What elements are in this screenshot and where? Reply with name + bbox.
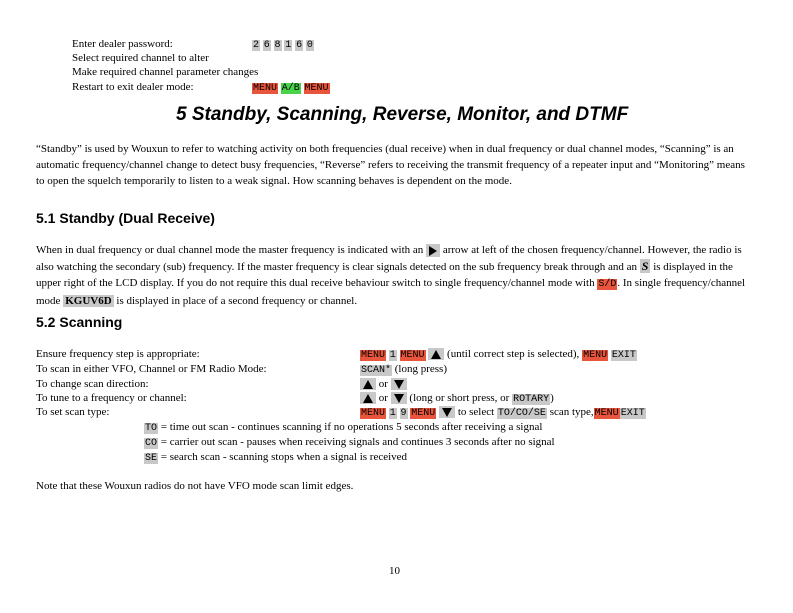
or-text: or xyxy=(378,378,388,390)
key-menu: MENU xyxy=(304,83,329,94)
dealer-label-select: Select required channel to alter xyxy=(72,52,209,64)
scan-row-label: To set scan type: xyxy=(36,406,110,418)
scan-row-label: Ensure frequency step is appropriate: xyxy=(36,348,200,360)
standby-text-1: When in dual frequency or dual channel mode the master frequency is indicated with an xyxy=(36,244,424,256)
sub-signal-s-icon: S xyxy=(641,259,649,273)
scan-type-co xyxy=(144,435,555,451)
key-1: 1 xyxy=(389,408,396,419)
scan-row-label: To scan in either VFO, Channel or FM Radio Mode: xyxy=(36,363,267,375)
scan-row-steps xyxy=(360,347,637,363)
section-5-1-body xyxy=(36,242,754,309)
or-text: or xyxy=(378,392,388,404)
scan-type-to xyxy=(144,420,542,436)
key-to-co-se: TO/CO/SE xyxy=(497,408,546,419)
scan-row-label: To tune to a frequency or channel: xyxy=(36,392,187,404)
key-co: CO xyxy=(145,438,158,449)
section-5-title: 5 Standby, Scanning, Reverse, Monitor, and DTMF xyxy=(176,104,629,125)
scan-row-text: (long press) xyxy=(394,363,448,375)
dealer-restart-keys xyxy=(252,80,330,96)
kguv6d-display: KGUV6D xyxy=(65,295,112,307)
up-arrow-icon xyxy=(428,348,444,360)
up-arrow-icon xyxy=(360,392,376,404)
section-5-2-heading: 5.2 Scanning xyxy=(36,314,123,330)
scan-row-steps xyxy=(360,377,407,391)
key-2: 2 xyxy=(253,40,260,51)
dealer-label-restart: Restart to exit dealer mode: xyxy=(72,81,194,93)
key-menu: MENU xyxy=(594,408,619,419)
dealer-label-password: Enter dealer password: xyxy=(72,38,173,50)
key-se: SE xyxy=(145,453,158,464)
up-arrow-icon xyxy=(360,378,376,390)
scan-type-text: = time out scan - continues scanning if no operations 5 seconds after receiving a signal xyxy=(160,421,543,433)
key-1: 1 xyxy=(285,40,292,51)
scan-row-steps xyxy=(360,405,646,421)
key-8: 8 xyxy=(274,40,281,51)
scan-row-text-end: ) xyxy=(550,392,554,404)
scan-row-text: (long or short press, or xyxy=(409,392,510,404)
key-sd: S/D xyxy=(598,279,617,290)
scan-type-text: = search scan - scanning stops when a signal is received xyxy=(160,451,408,463)
standby-text-4: . In single frequency/channel mode xyxy=(36,277,746,307)
standby-text-2: arrow at left of the chosen frequency/channel. However, the radio is also watching the secondary (sub) frequency. If the master frequency is clear signals detected on the sub frequency break through and an xyxy=(36,244,742,273)
section-5-1-heading: 5.1 Standby (Dual Receive) xyxy=(36,210,215,226)
key-scan: SCAN* xyxy=(361,365,392,376)
standby-text-5: is displayed in place of a second frequency or channel. xyxy=(116,295,358,307)
key-ab: A/B xyxy=(281,83,300,94)
scan-type-se xyxy=(144,450,407,466)
key-menu: MENU xyxy=(411,408,436,419)
key-menu: MENU xyxy=(400,350,425,361)
key-menu: MENU xyxy=(361,350,386,361)
page-number: 10 xyxy=(389,565,400,577)
key-menu: MENU xyxy=(583,350,608,361)
key-exit: EXIT xyxy=(620,408,645,419)
scan-row-steps xyxy=(360,362,447,378)
scan-row-text-2: scan type, xyxy=(549,406,594,418)
key-exit: EXIT xyxy=(611,350,636,361)
key-6: 6 xyxy=(263,40,270,51)
scan-note: Note that these Wouxun radios do not have VFO mode scan limit edges. xyxy=(36,480,354,492)
down-arrow-icon xyxy=(439,406,455,418)
key-9: 9 xyxy=(400,408,407,419)
section-5-intro: “Standby” is used by Wouxun to refer to watching activity on both frequencies (dual receive) when in dual frequency or dual channel modes, “Scanning” is an automatic frequency/channel change to detect busy frequencies, “Reverse” refers to receiving the transmit frequency of a repeater input and “Monitoring” means to open the squelch temporarily to listen to a weak signal. How scanning behaves is dependent on the mode. xyxy=(36,143,745,187)
key-menu: MENU xyxy=(361,408,386,419)
arrow-right-icon xyxy=(426,244,440,256)
key-0: 0 xyxy=(306,40,313,51)
down-arrow-icon xyxy=(391,378,407,390)
down-arrow-icon xyxy=(391,392,407,404)
scan-row-text: (until correct step is selected), xyxy=(447,348,580,360)
scan-row-text: to select xyxy=(457,406,495,418)
key-1: 1 xyxy=(389,350,396,361)
key-menu: MENU xyxy=(253,83,278,94)
dealer-label-make: Make required channel parameter changes xyxy=(72,66,259,78)
dealer-password-keys xyxy=(252,37,314,53)
standby-text-3: is displayed in the upper right of the LCD display. If you do not require this dual receive behaviour switch to single frequency/channel mode with xyxy=(36,261,733,289)
scan-row-label: To change scan direction: xyxy=(36,378,149,390)
scan-type-text: = carrier out scan - pauses when receiving signals and continues 3 seconds after no signal xyxy=(160,436,555,448)
key-6: 6 xyxy=(296,40,303,51)
key-rotary: ROTARY xyxy=(513,394,550,405)
key-to: TO xyxy=(145,423,158,434)
